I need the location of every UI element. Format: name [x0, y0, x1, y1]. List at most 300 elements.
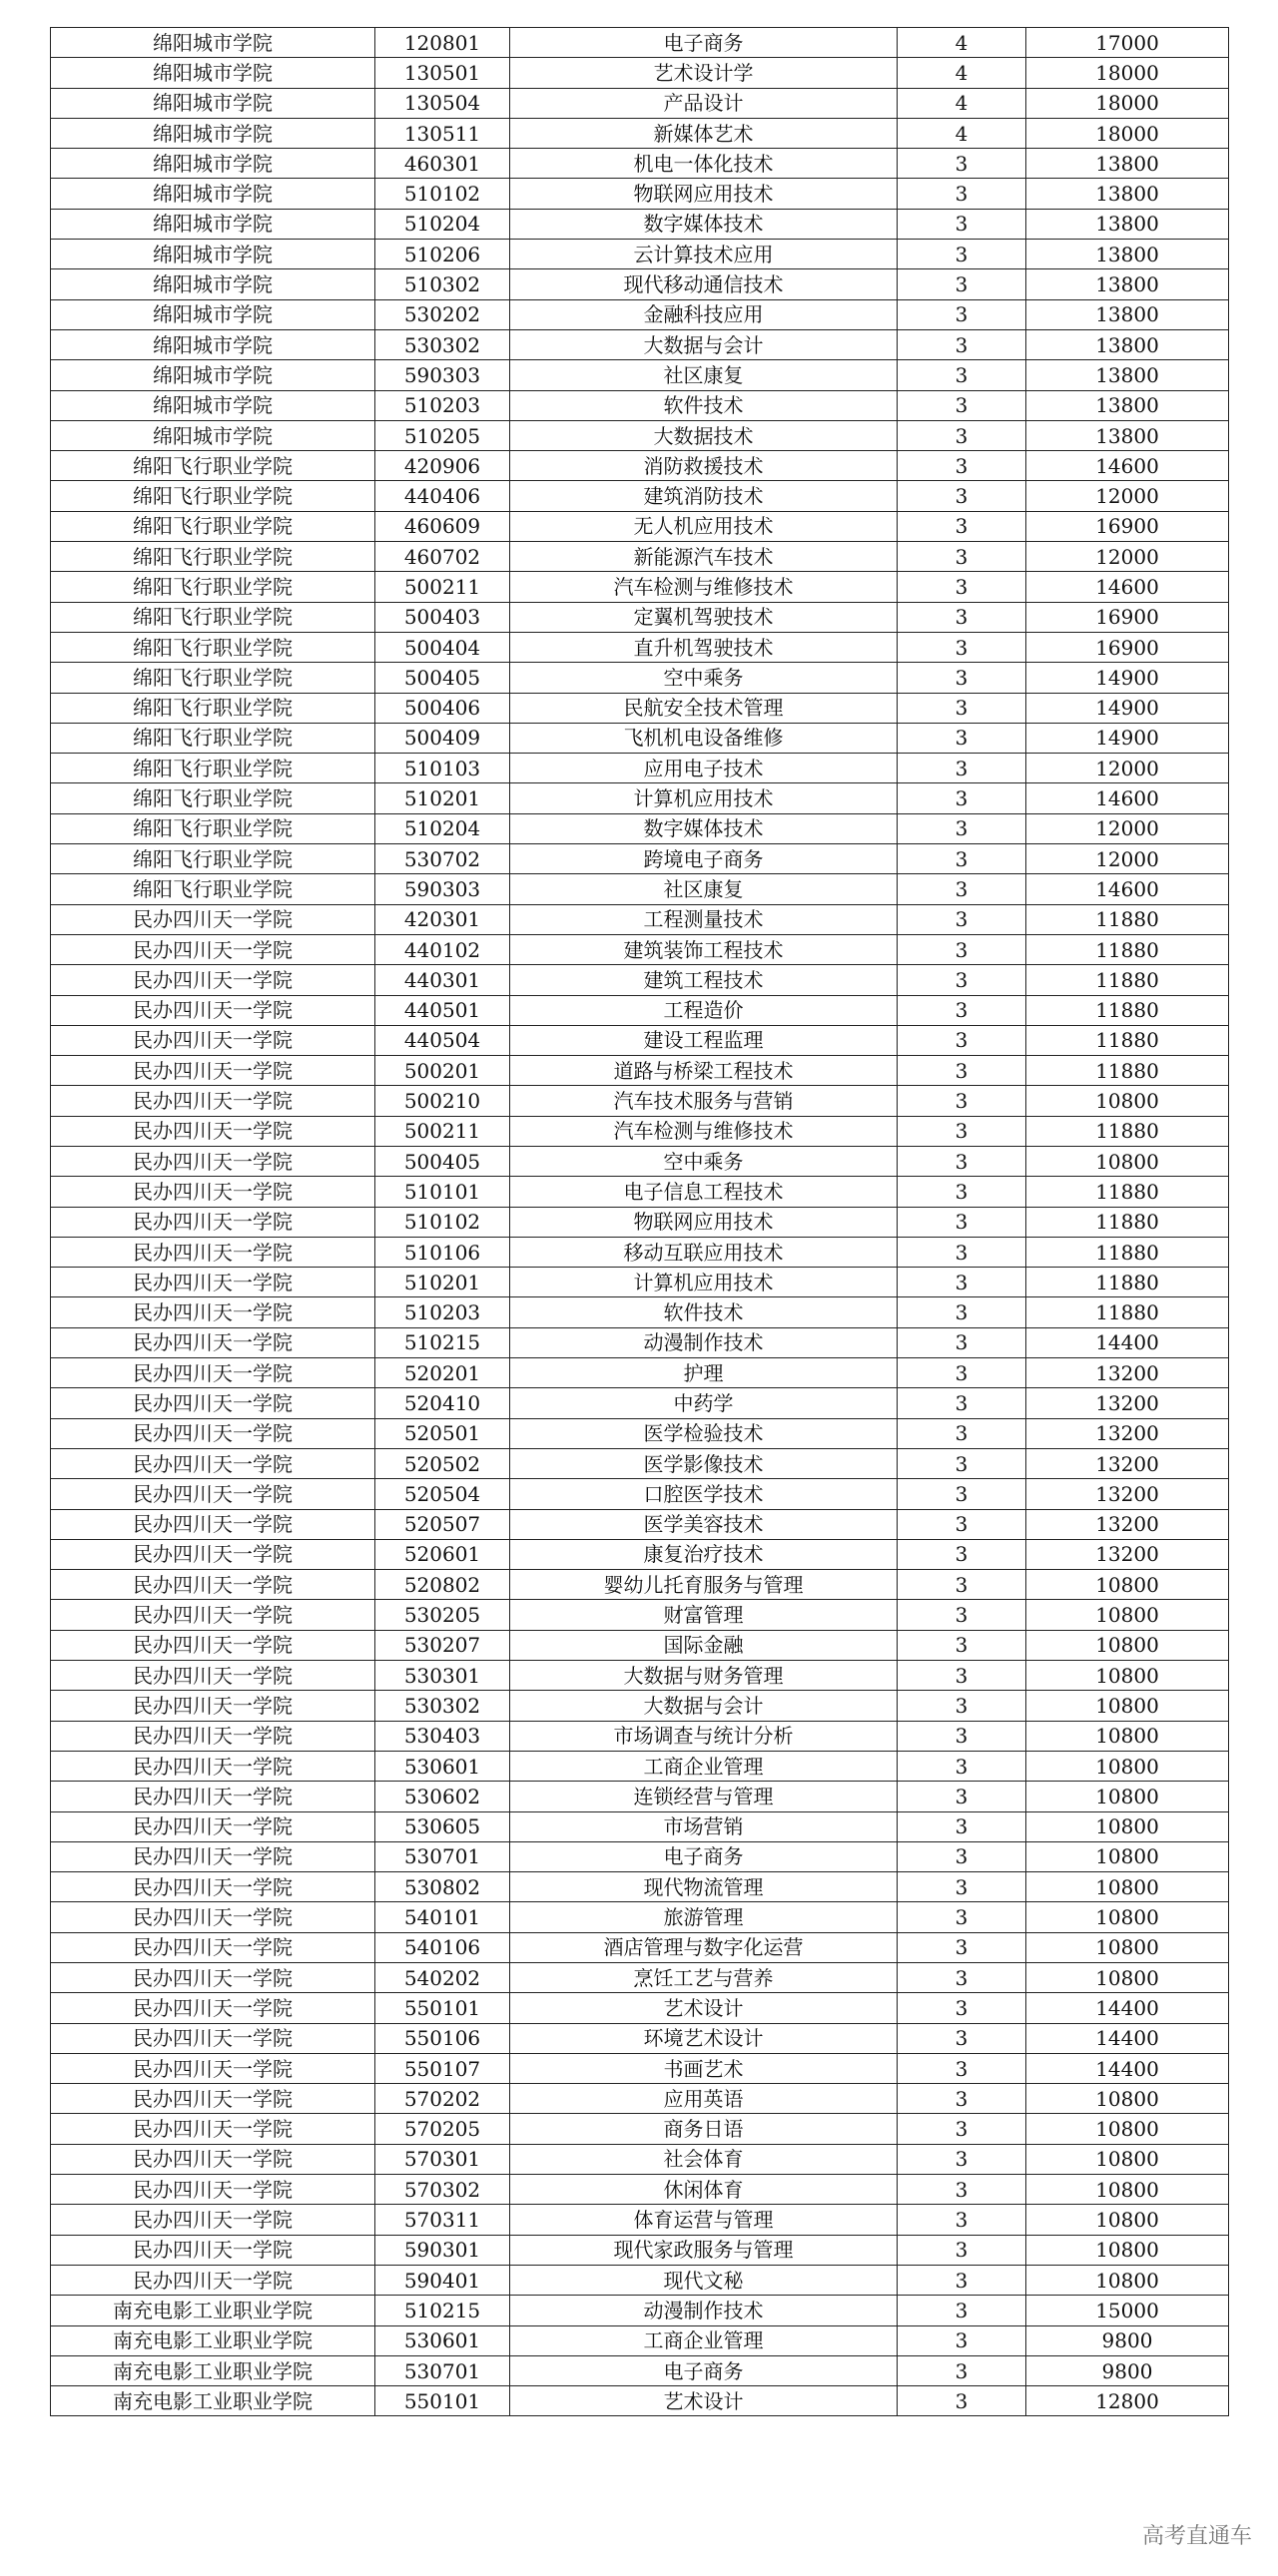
major-name-cell: 婴幼儿托育服务与管理 [510, 1570, 898, 1600]
tuition-fee-table [50, 27, 1229, 2416]
major-code-cell: 120801 [375, 28, 510, 58]
major-name-cell: 现代文秘 [510, 2265, 898, 2295]
school-name-cell: 民办四川天一学院 [51, 1841, 375, 1871]
school-name-cell: 民办四川天一学院 [51, 1177, 375, 1207]
major-name-cell: 建筑工程技术 [510, 965, 898, 995]
table-row [51, 1056, 1229, 1086]
major-code-cell: 520504 [375, 1479, 510, 1509]
fee-table-container [50, 27, 1228, 2416]
tuition-cell: 12000 [1026, 844, 1229, 874]
major-name-cell: 中药学 [510, 1388, 898, 1418]
duration-cell: 3 [898, 934, 1026, 964]
major-name-cell: 直升机驾驶技术 [510, 632, 898, 662]
major-code-cell: 440501 [375, 995, 510, 1025]
table-row [51, 542, 1229, 572]
duration-cell: 3 [898, 240, 1026, 269]
school-name-cell: 绵阳城市学院 [51, 240, 375, 269]
major-name-cell: 建筑消防技术 [510, 481, 898, 511]
major-code-cell: 500409 [375, 723, 510, 753]
major-code-cell: 520601 [375, 1539, 510, 1569]
school-name-cell: 民办四川天一学院 [51, 1056, 375, 1086]
major-name-cell: 电子商务 [510, 1841, 898, 1871]
table-row [51, 1237, 1229, 1267]
table-row [51, 209, 1229, 239]
school-name-cell: 绵阳飞行职业学院 [51, 511, 375, 541]
school-name-cell: 绵阳飞行职业学院 [51, 783, 375, 813]
tuition-cell: 14400 [1026, 2023, 1229, 2053]
school-name-cell: 民办四川天一学院 [51, 1509, 375, 1539]
table-row [51, 1782, 1229, 1811]
duration-cell: 3 [898, 2084, 1026, 2114]
duration-cell: 4 [898, 88, 1026, 118]
table-row [51, 1177, 1229, 1207]
major-name-cell: 艺术设计学 [510, 58, 898, 88]
major-code-cell: 530601 [375, 2325, 510, 2355]
major-name-cell: 现代移动通信技术 [510, 269, 898, 299]
school-name-cell: 民办四川天一学院 [51, 2205, 375, 2235]
table-row [51, 2053, 1229, 2083]
duration-cell: 3 [898, 1963, 1026, 1993]
major-name-cell: 道路与桥梁工程技术 [510, 1056, 898, 1086]
duration-cell: 3 [898, 1782, 1026, 1811]
tuition-cell: 9800 [1026, 2355, 1229, 2385]
duration-cell: 3 [898, 783, 1026, 813]
school-name-cell: 南充电影工业职业学院 [51, 2296, 375, 2325]
table-row [51, 269, 1229, 299]
tuition-cell: 13800 [1026, 209, 1229, 239]
school-name-cell: 民办四川天一学院 [51, 1237, 375, 1267]
tuition-cell: 10800 [1026, 1691, 1229, 1721]
school-name-cell: 民办四川天一学院 [51, 1570, 375, 1600]
major-code-cell: 530202 [375, 299, 510, 329]
tuition-cell: 15000 [1026, 2296, 1229, 2325]
duration-cell: 3 [898, 2296, 1026, 2325]
school-name-cell: 民办四川天一学院 [51, 1418, 375, 1448]
major-name-cell: 建筑装饰工程技术 [510, 934, 898, 964]
school-name-cell: 民办四川天一学院 [51, 1025, 375, 1055]
table-row [51, 1448, 1229, 1478]
duration-cell: 3 [898, 813, 1026, 843]
table-row [51, 1872, 1229, 1902]
duration-cell: 3 [898, 269, 1026, 299]
duration-cell: 3 [898, 1811, 1026, 1841]
major-code-cell: 460301 [375, 149, 510, 179]
duration-cell: 3 [898, 299, 1026, 329]
table-row [51, 1661, 1229, 1691]
tuition-cell: 10800 [1026, 1600, 1229, 1630]
major-code-cell: 440102 [375, 934, 510, 964]
school-name-cell: 民办四川天一学院 [51, 1751, 375, 1781]
major-code-cell: 510206 [375, 240, 510, 269]
tuition-cell: 13800 [1026, 360, 1229, 390]
school-name-cell: 民办四川天一学院 [51, 1146, 375, 1176]
table-row [51, 1086, 1229, 1116]
duration-cell: 3 [898, 1327, 1026, 1357]
major-code-cell: 510103 [375, 754, 510, 783]
school-name-cell: 民办四川天一学院 [51, 1448, 375, 1478]
tuition-cell: 10800 [1026, 1932, 1229, 1962]
table-row [51, 995, 1229, 1025]
school-name-cell: 绵阳飞行职业学院 [51, 844, 375, 874]
school-name-cell: 民办四川天一学院 [51, 995, 375, 1025]
school-name-cell: 民办四川天一学院 [51, 1388, 375, 1418]
tuition-cell: 11880 [1026, 1297, 1229, 1327]
school-name-cell: 绵阳飞行职业学院 [51, 723, 375, 753]
major-code-cell: 530702 [375, 844, 510, 874]
table-row [51, 2296, 1229, 2325]
tuition-cell: 10800 [1026, 2235, 1229, 2265]
table-row [51, 2235, 1229, 2265]
duration-cell: 3 [898, 2023, 1026, 2053]
school-name-cell: 民办四川天一学院 [51, 1932, 375, 1962]
table-row [51, 2265, 1229, 2295]
major-name-cell: 社区康复 [510, 874, 898, 904]
major-code-cell: 530302 [375, 329, 510, 359]
school-name-cell: 绵阳飞行职业学院 [51, 542, 375, 572]
major-code-cell: 530701 [375, 2355, 510, 2385]
tuition-cell: 10800 [1026, 1661, 1229, 1691]
table-row [51, 1600, 1229, 1630]
tuition-cell: 11880 [1026, 1237, 1229, 1267]
tuition-cell: 13800 [1026, 240, 1229, 269]
duration-cell: 3 [898, 602, 1026, 632]
duration-cell: 3 [898, 1751, 1026, 1781]
major-code-cell: 570301 [375, 2144, 510, 2174]
school-name-cell: 民办四川天一学院 [51, 2053, 375, 2083]
tuition-cell: 11880 [1026, 904, 1229, 934]
school-name-cell: 民办四川天一学院 [51, 2023, 375, 2053]
tuition-cell: 11880 [1026, 1116, 1229, 1146]
major-code-cell: 540106 [375, 1932, 510, 1962]
school-name-cell: 绵阳城市学院 [51, 329, 375, 359]
school-name-cell: 民办四川天一学院 [51, 2084, 375, 2114]
duration-cell: 3 [898, 1448, 1026, 1478]
major-name-cell: 口腔医学技术 [510, 1479, 898, 1509]
tuition-cell: 18000 [1026, 58, 1229, 88]
school-name-cell: 南充电影工业职业学院 [51, 2386, 375, 2416]
table-row [51, 240, 1229, 269]
table-row [51, 693, 1229, 723]
tuition-cell: 9800 [1026, 2325, 1229, 2355]
major-code-cell: 570302 [375, 2175, 510, 2205]
table-row [51, 1268, 1229, 1297]
school-name-cell: 绵阳飞行职业学院 [51, 693, 375, 723]
table-row [51, 329, 1229, 359]
major-code-cell: 500210 [375, 1086, 510, 1116]
tuition-cell: 13200 [1026, 1358, 1229, 1388]
school-name-cell: 绵阳城市学院 [51, 360, 375, 390]
table-row [51, 420, 1229, 450]
table-row [51, 1358, 1229, 1388]
tuition-cell: 10800 [1026, 1751, 1229, 1781]
school-name-cell: 民办四川天一学院 [51, 965, 375, 995]
duration-cell: 3 [898, 1479, 1026, 1509]
major-name-cell: 连锁经营与管理 [510, 1782, 898, 1811]
school-name-cell: 绵阳城市学院 [51, 149, 375, 179]
table-row [51, 602, 1229, 632]
major-code-cell: 440504 [375, 1025, 510, 1055]
tuition-cell: 14600 [1026, 451, 1229, 481]
major-name-cell: 动漫制作技术 [510, 2296, 898, 2325]
tuition-cell: 14600 [1026, 572, 1229, 602]
duration-cell: 3 [898, 1600, 1026, 1630]
tuition-cell: 11880 [1026, 965, 1229, 995]
major-code-cell: 530205 [375, 1600, 510, 1630]
table-row [51, 179, 1229, 209]
major-name-cell: 艺术设计 [510, 1993, 898, 2023]
duration-cell: 3 [898, 1539, 1026, 1569]
table-row [51, 632, 1229, 662]
major-code-cell: 550101 [375, 1993, 510, 2023]
major-name-cell: 云计算技术应用 [510, 240, 898, 269]
major-code-cell: 460609 [375, 511, 510, 541]
major-code-cell: 130501 [375, 58, 510, 88]
watermark-text: 高考直通车 [1141, 2524, 1252, 2549]
school-name-cell: 绵阳城市学院 [51, 118, 375, 148]
duration-cell: 3 [898, 511, 1026, 541]
major-code-cell: 500406 [375, 693, 510, 723]
school-name-cell: 民办四川天一学院 [51, 1327, 375, 1357]
major-code-cell: 510203 [375, 390, 510, 420]
duration-cell: 3 [898, 360, 1026, 390]
major-name-cell: 定翼机驾驶技术 [510, 602, 898, 632]
tuition-cell: 12000 [1026, 754, 1229, 783]
duration-cell: 3 [898, 1025, 1026, 1055]
major-code-cell: 570311 [375, 2205, 510, 2235]
major-name-cell: 书画艺术 [510, 2053, 898, 2083]
table-row [51, 874, 1229, 904]
major-code-cell: 500211 [375, 1116, 510, 1146]
duration-cell: 3 [898, 2265, 1026, 2295]
major-code-cell: 510302 [375, 269, 510, 299]
duration-cell: 3 [898, 2325, 1026, 2355]
major-code-cell: 550106 [375, 2023, 510, 2053]
duration-cell: 3 [898, 1056, 1026, 1086]
tuition-cell: 10800 [1026, 2205, 1229, 2235]
school-name-cell: 民办四川天一学院 [51, 2175, 375, 2205]
duration-cell: 3 [898, 2175, 1026, 2205]
table-row [51, 965, 1229, 995]
major-code-cell: 540101 [375, 1902, 510, 1932]
table-row [51, 1539, 1229, 1569]
duration-cell: 4 [898, 118, 1026, 148]
tuition-cell: 13200 [1026, 1388, 1229, 1418]
duration-cell: 3 [898, 2235, 1026, 2265]
table-row [51, 1902, 1229, 1932]
major-name-cell: 数字媒体技术 [510, 813, 898, 843]
major-code-cell: 550101 [375, 2386, 510, 2416]
school-name-cell: 民办四川天一学院 [51, 1963, 375, 1993]
duration-cell: 3 [898, 1872, 1026, 1902]
table-row [51, 1841, 1229, 1871]
table-row [51, 844, 1229, 874]
table-row [51, 1721, 1229, 1751]
duration-cell: 3 [898, 632, 1026, 662]
tuition-cell: 13200 [1026, 1479, 1229, 1509]
tuition-cell: 14400 [1026, 1327, 1229, 1357]
tuition-cell: 10800 [1026, 1146, 1229, 1176]
duration-cell: 3 [898, 1721, 1026, 1751]
table-row [51, 934, 1229, 964]
major-name-cell: 新能源汽车技术 [510, 542, 898, 572]
major-code-cell: 530701 [375, 1841, 510, 1871]
major-name-cell: 软件技术 [510, 1297, 898, 1327]
duration-cell: 3 [898, 1388, 1026, 1418]
major-name-cell: 动漫制作技术 [510, 1327, 898, 1357]
tuition-cell: 10800 [1026, 1902, 1229, 1932]
school-name-cell: 民办四川天一学院 [51, 1630, 375, 1660]
major-name-cell: 大数据与财务管理 [510, 1661, 898, 1691]
table-row [51, 118, 1229, 148]
major-name-cell: 金融科技应用 [510, 299, 898, 329]
table-row [51, 572, 1229, 602]
major-code-cell: 520201 [375, 1358, 510, 1388]
tuition-cell: 13200 [1026, 1418, 1229, 1448]
school-name-cell: 民办四川天一学院 [51, 2235, 375, 2265]
school-name-cell: 南充电影工业职业学院 [51, 2325, 375, 2355]
table-row [51, 28, 1229, 58]
school-name-cell: 绵阳飞行职业学院 [51, 632, 375, 662]
duration-cell: 3 [898, 542, 1026, 572]
tuition-cell: 13800 [1026, 179, 1229, 209]
duration-cell: 3 [898, 1630, 1026, 1660]
tuition-cell: 13800 [1026, 149, 1229, 179]
duration-cell: 3 [898, 1297, 1026, 1327]
major-name-cell: 国际金融 [510, 1630, 898, 1660]
table-row [51, 390, 1229, 420]
school-name-cell: 民办四川天一学院 [51, 904, 375, 934]
table-row [51, 511, 1229, 541]
table-row [51, 2355, 1229, 2385]
major-name-cell: 现代家政服务与管理 [510, 2235, 898, 2265]
school-name-cell: 绵阳城市学院 [51, 58, 375, 88]
school-name-cell: 绵阳飞行职业学院 [51, 572, 375, 602]
tuition-cell: 18000 [1026, 88, 1229, 118]
major-code-cell: 420301 [375, 904, 510, 934]
table-row [51, 663, 1229, 693]
major-name-cell: 空中乘务 [510, 663, 898, 693]
tuition-cell: 11880 [1026, 1177, 1229, 1207]
duration-cell: 3 [898, 1177, 1026, 1207]
tuition-cell: 12000 [1026, 481, 1229, 511]
major-code-cell: 130504 [375, 88, 510, 118]
major-code-cell: 440301 [375, 965, 510, 995]
tuition-cell: 10800 [1026, 1963, 1229, 1993]
tuition-cell: 16900 [1026, 511, 1229, 541]
tuition-cell: 14400 [1026, 2053, 1229, 2083]
tuition-cell: 10800 [1026, 1570, 1229, 1600]
table-row [51, 1418, 1229, 1448]
major-code-cell: 530602 [375, 1782, 510, 1811]
tuition-cell: 13200 [1026, 1448, 1229, 1478]
table-row [51, 904, 1229, 934]
major-name-cell: 汽车技术服务与营销 [510, 1086, 898, 1116]
major-code-cell: 530403 [375, 1721, 510, 1751]
school-name-cell: 绵阳飞行职业学院 [51, 813, 375, 843]
school-name-cell: 民办四川天一学院 [51, 1721, 375, 1751]
table-row [51, 1327, 1229, 1357]
table-row [51, 1932, 1229, 1962]
table-row [51, 1691, 1229, 1721]
school-name-cell: 民办四川天一学院 [51, 2144, 375, 2174]
tuition-cell: 14900 [1026, 663, 1229, 693]
major-code-cell: 570205 [375, 2114, 510, 2144]
duration-cell: 3 [898, 420, 1026, 450]
school-name-cell: 民办四川天一学院 [51, 1358, 375, 1388]
major-code-cell: 520802 [375, 1570, 510, 1600]
table-row [51, 2114, 1229, 2144]
school-name-cell: 民办四川天一学院 [51, 1691, 375, 1721]
major-code-cell: 590303 [375, 360, 510, 390]
duration-cell: 3 [898, 2386, 1026, 2416]
table-row [51, 2325, 1229, 2355]
table-row [51, 754, 1229, 783]
tuition-cell: 13800 [1026, 299, 1229, 329]
major-name-cell: 应用英语 [510, 2084, 898, 2114]
major-name-cell: 电子商务 [510, 2355, 898, 2385]
major-code-cell: 510204 [375, 813, 510, 843]
tuition-cell: 13200 [1026, 1509, 1229, 1539]
table-row [51, 1811, 1229, 1841]
school-name-cell: 绵阳城市学院 [51, 390, 375, 420]
major-code-cell: 530207 [375, 1630, 510, 1660]
school-name-cell: 民办四川天一学院 [51, 1539, 375, 1569]
school-name-cell: 绵阳城市学院 [51, 269, 375, 299]
table-row [51, 88, 1229, 118]
major-code-cell: 550107 [375, 2053, 510, 2083]
major-name-cell: 市场调查与统计分析 [510, 1721, 898, 1751]
tuition-cell: 10800 [1026, 2144, 1229, 2174]
major-name-cell: 空中乘务 [510, 1146, 898, 1176]
duration-cell: 3 [898, 1116, 1026, 1146]
major-name-cell: 新媒体艺术 [510, 118, 898, 148]
school-name-cell: 绵阳城市学院 [51, 179, 375, 209]
tuition-cell: 17000 [1026, 28, 1229, 58]
duration-cell: 3 [898, 149, 1026, 179]
major-name-cell: 社会体育 [510, 2144, 898, 2174]
duration-cell: 3 [898, 1358, 1026, 1388]
table-row [51, 1025, 1229, 1055]
major-code-cell: 530601 [375, 1751, 510, 1781]
major-code-cell: 520507 [375, 1509, 510, 1539]
major-name-cell: 物联网应用技术 [510, 179, 898, 209]
major-name-cell: 消防救援技术 [510, 451, 898, 481]
table-row [51, 451, 1229, 481]
school-name-cell: 民办四川天一学院 [51, 1661, 375, 1691]
major-code-cell: 590401 [375, 2265, 510, 2295]
major-name-cell: 大数据与会计 [510, 329, 898, 359]
major-name-cell: 机电一体化技术 [510, 149, 898, 179]
tuition-cell: 13800 [1026, 329, 1229, 359]
school-name-cell: 绵阳飞行职业学院 [51, 451, 375, 481]
major-code-cell: 520410 [375, 1388, 510, 1418]
major-code-cell: 510201 [375, 1268, 510, 1297]
major-code-cell: 590301 [375, 2235, 510, 2265]
major-name-cell: 汽车检测与维修技术 [510, 572, 898, 602]
major-name-cell: 建设工程监理 [510, 1025, 898, 1055]
major-code-cell: 500404 [375, 632, 510, 662]
school-name-cell: 民办四川天一学院 [51, 1207, 375, 1237]
major-name-cell: 酒店管理与数字化运营 [510, 1932, 898, 1962]
school-name-cell: 绵阳飞行职业学院 [51, 754, 375, 783]
duration-cell: 3 [898, 904, 1026, 934]
duration-cell: 3 [898, 209, 1026, 239]
major-code-cell: 530302 [375, 1691, 510, 1721]
table-row [51, 2084, 1229, 2114]
major-name-cell: 财富管理 [510, 1600, 898, 1630]
table-row [51, 1993, 1229, 2023]
school-name-cell: 民办四川天一学院 [51, 1116, 375, 1146]
